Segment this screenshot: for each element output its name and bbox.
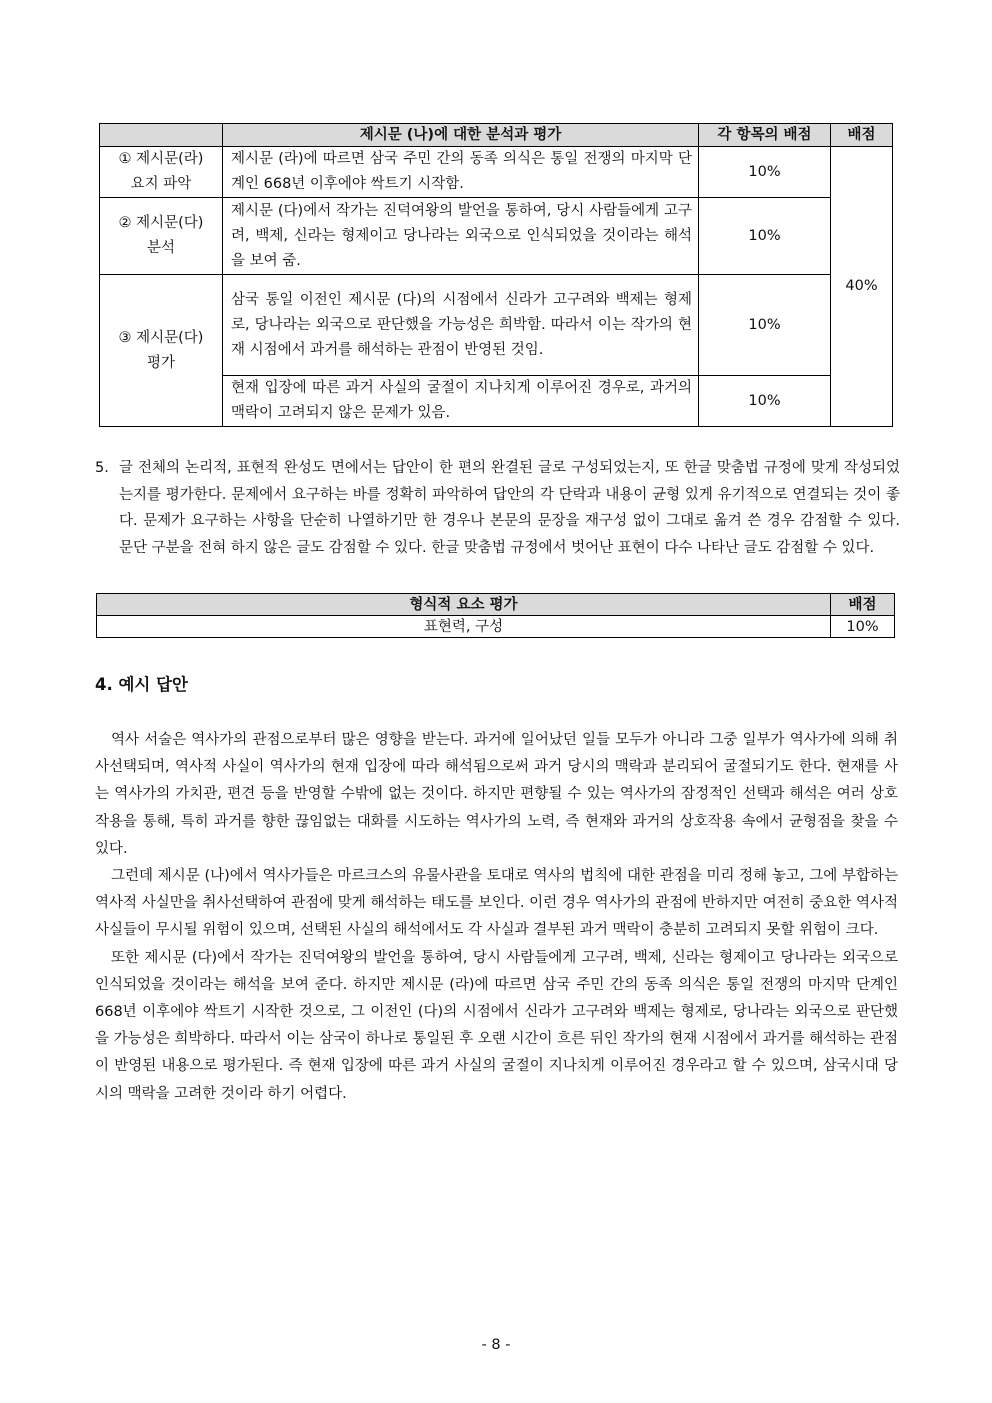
description-cell: 삼국 통일 이전인 제시문 (다)의 시점에서 신라가 고구려와 백제는 형제로, 당나라는 외국으로 판단했을 가능성은 희박함. 따라서 이는 작가의 현재 시점에서 과거를 해석하는 관점이 반영된 것임. [223,275,699,376]
criterion-label: ③ 제시문(다) 평가 [118,329,204,371]
total-points-cell: 40% [831,147,893,427]
header-formal-evaluation: 형식적 요소 평가 [97,594,831,616]
header-empty-cell [100,124,223,147]
description-cell: 현재 입장에 따른 과거 사실의 굴절이 지나치게 이루어진 경우로, 과거의 맥락이 고려되지 않은 문제가 있음. [223,376,699,427]
header-item-points: 각 항목의 배점 [699,124,831,147]
header-analysis: 제시문 (나)에 대한 분석과 평가 [223,124,699,147]
section-5-number: 5. [95,460,109,476]
description-cell: 제시문 (라)에 따르면 삼국 주민 간의 동족 의식은 통일 전쟁의 마지막 단계인 668년 이후에야 싹트기 시작함. [223,147,699,198]
table-row [100,147,893,198]
section-5-text: 글 전체의 논리적, 표현적 완성도 면에서는 답안이 한 편의 완결된 글로 구성되었는지, 또 한글 맞춤법 규정에 맞게 작성되었는지를 평가한다. 문제에서 요구하는 바를 정확히 파악하여 답안의 각 단락과 내용이 균형 있게 유기적으로 연결되는 것이 좋다. 문제가 요구하는 사항을 단순히 나열하기만 한 경우나 본문의 문장을 재구성 없이 그대로 옮겨 쓴 경우 감점할 수 있다. 문단 구분을 전혀 하지 않은 글도 감점할 수 있다. 한글 맞춤법 규정에서 벗어난 표현이 다수 나타난 글도 감점할 수 있다. [119,460,900,556]
table-row [100,275,893,376]
criterion-label: ① 제시문(라) 요지 파악 [118,151,204,192]
formal-criterion-cell: 표현력, 구성 [97,616,831,638]
header-points: 배점 [831,124,893,147]
formal-table-header [97,594,895,616]
description-cell: 제시문 (다)에서 작가는 진덕여왕의 발언을 통하여, 당시 사람들에게 고구려, 백제, 신라는 형제이고 당나라는 외국으로 인식되었을 것이라는 해석을 보여 줌. [223,198,699,275]
header-points: 배점 [831,594,895,616]
table-row [97,616,895,638]
sample-answer [95,727,898,1108]
page-number: - 8 - [481,1337,511,1353]
criterion-cell [100,147,223,198]
answer-paragraph: 역사 서술은 역사가의 관점으로부터 많은 영향을 받는다. 과거에 일어났던 일들 모두가 아니라 그중 일부가 역사가에 의해 취사선택되며, 역사적 사실이 역사가의 현재 입장에 따라 해석됨으로써 과거 당시의 맥락과 분리되어 굴절되기도 한다. 현재를 사는 역사가의 가치관, 편견 등을 반영할 수밖에 없는 것이다. 하지만 편향될 수 있는 역사가의 잠정적인 선택과 해석은 여러 상호작용을 통해, 특히 과거를 향한 끊임없는 대화를 시도하는 역사가의 노력, 즉 현재와 과거의 상호작용 속에서 균형점을 찾을 수 있다. [95,732,898,857]
item-points-cell: 10% [699,147,831,198]
evaluation-table [99,123,893,427]
item-points-cell: 10% [699,376,831,427]
criterion-label: ② 제시문(다) 분석 [118,215,204,256]
answer-paragraph: 또한 제시문 (다)에서 작가는 진덕여왕의 발언을 통하여, 당시 사람들에게 고구려, 백제, 신라는 형제이고 당나라는 외국으로 인식되었을 것이라는 해석을 보여 준다. 하지만 제시문 (라)에 따르면 삼국 주민 간의 동족 의식은 통일 전쟁의 마지막 단계인 668년 이후에야 싹트기 시작한 것으로, 그 이전인 (다)의 시점에서 신라가 고구려와 백제는 형제로, 당나라는 외국으로 판단했을 가능성은 희박하다. 따라서 이는 삼국이 하나로 통일된 후 오랜 시간이 흐른 뒤인 작가의 현재 시점에서 과거를 해석하는 관점이 반영된 내용으로 평가된다. 즉 현재 입장에 따른 과거 사실의 굴절이 지나치게 이루어진 경우라고 할 수 있으며, 삼국시대 당시의 맥락을 고려한 것이라 하기 어렵다. [95,949,898,1102]
item-points-cell: 10% [699,275,831,376]
criterion-cell [100,198,223,275]
table-row [100,198,893,275]
evaluation-table-header [100,124,893,147]
section-heading: 4. 예시 답안 [95,675,188,694]
formal-points-cell: 10% [831,616,895,638]
section-5 [95,455,900,561]
criterion-cell [100,275,223,427]
item-points-cell: 10% [699,198,831,275]
formal-elements-table [96,593,895,638]
answer-paragraph: 그런데 제시문 (나)에서 역사가들은 마르크스의 유물사관을 토대로 역사의 법칙에 대한 관점을 미리 정해 놓고, 그에 부합하는 역사적 사실만을 취사선택하여 관점에 맞게 해석하는 태도를 보인다. 이런 경우 역사가의 관점에 반하지만 여전히 중요한 역사적 사실들이 무시될 위험이 있으며, 선택된 사실의 해석에서도 각 사실과 결부된 과거 맥락이 충분히 고려되지 못할 위험이 크다. [95,868,898,939]
